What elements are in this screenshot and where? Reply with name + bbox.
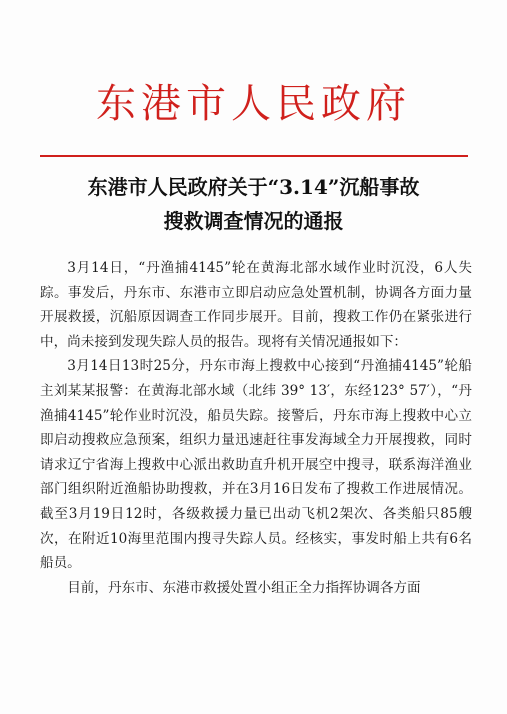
body-paragraph-2: 3月14日13时25分，丹东市海上搜救中心接到“丹渔捕4145”轮船主刘某某报警：在黄海北部水域（北纬 39° 13′，东经123° 57′），“丹渔捕4145”轮作业时沉没，船员失踪。接警后，丹东市海上搜救中心立即启动搜救应急预案，组织力量迅速赶往事发海域全力开展搜救，同时请求辽宁省海上搜救中心派出救助直升机开展空中搜寻，联系海洋渔业部门组织附近渔船协助搜救，并在3月16日发布了搜救工作进展情况。截至3月19日12时，各级救援力量已出动飞机2架次、各类船只85艘次，在附近10海里范围内搜寻失踪人员。经核实，事发时船上共有6名船员。	[40, 358, 472, 572]
issuing-organization-header: 东港市人民政府	[96, 81, 411, 127]
body-paragraph-3: 目前，丹东市、东港市救援处置小组正全力指挥协调各方面	[67, 579, 421, 596]
body-paragraph-1: 3月14日，“丹渔捕4145”轮在黄海北部水域作业时沉没，6人失踪。事发后，丹东市、东港市立即启动应急处置机制，协调各方面力量开展救援，沉船原因调查工作同步展开。目前，搜救工作仍在紧张进行中，尚未接到发现失踪人员的报告。现将有关情况通报如下：	[40, 260, 472, 350]
document-title-line-2: 搜救调查情况的通报	[163, 209, 344, 233]
document-title-line-1: 东港市人民政府关于“3.14”沉船事故	[87, 175, 420, 199]
red-separator-line	[40, 155, 468, 157]
document-body	[40, 256, 472, 600]
document-title	[0, 170, 507, 238]
